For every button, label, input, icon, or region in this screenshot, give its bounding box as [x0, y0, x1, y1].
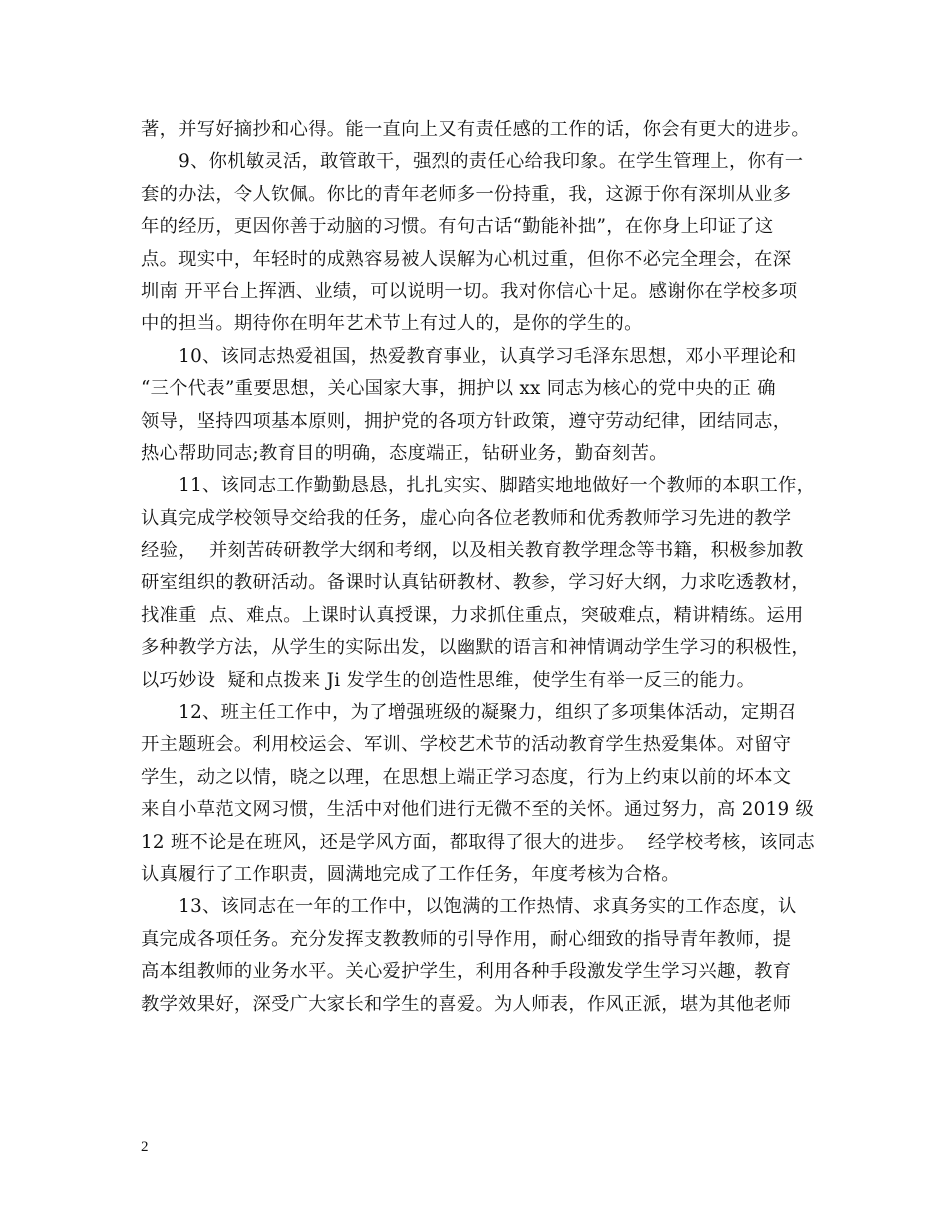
text-line: 找准重 点、难点。上课时认真授课，力求抓住重点，突破难点，精讲精练。运用	[141, 604, 804, 626]
text-line: 研室组织的教研活动。备课时认真钻研教材、教参，学习好大纲，力求吃透教材，	[141, 572, 810, 594]
text-line: 学生，动之以情，晓之以理，在思想上端正学习态度，行为上约束以前的坏本文	[141, 766, 792, 788]
text-line: 10、该同志热爱祖国，热爱教育事业，认真学习毛泽东思想，邓小平理论和	[141, 345, 797, 367]
text-line: 认真完成学校领导交给我的任务，虚心向各位老教师和优秀教师学习先进的教学	[141, 507, 792, 529]
text-line: 12 班不论是在班风，还是学风方面，都取得了很大的进步。 经学校考核，该同志	[141, 831, 815, 853]
text-line: 教学效果好，深受广大家长和学生的喜爱。为人师表，作风正派，堪为其他老师	[141, 993, 792, 1015]
text-line: 热心帮助同志;教育目的明确，态度端正，钻研业务，勤奋刻苦。	[141, 442, 668, 464]
text-line: 12、班主任工作中，为了增强班级的凝聚力，组织了多项集体活动，定期召	[141, 702, 797, 724]
text-line: 开主题班会。利用校运会、军训、学校艺术节的活动教育学生热爱集体。对留守	[141, 734, 792, 756]
text-line: “三个代表”重要思想，关心国家大事，拥护以 xx 同志为核心的党中央的正 确	[141, 378, 776, 400]
text-line: 高本组教师的业务水平。关心爱护学生，利用各种手段激发学生学习兴趣，教育	[141, 961, 792, 983]
text-line: 年的经历，更因你善于动脑的习惯。有句古话“勤能补拙”，在你身上印证了这	[141, 216, 774, 238]
text-line: 领导，坚持四项基本原则，拥护党的各项方针政策，遵守劳动纪律，团结同志，	[141, 410, 792, 432]
text-line: 圳南 开平台上挥洒、业绩，可以说明一切。我对你信心十足。感谢你在学校多项	[141, 280, 798, 302]
text-line: 经验， 并刻苦砖研教学大纲和考纲，以及相关教育教学理念等书籍，积极参加教	[141, 540, 804, 562]
document-body	[141, 114, 816, 1021]
text-line: 著，并写好摘抄和心得。能一直向上又有责任感的工作的话，你会有更大的进步。	[141, 119, 810, 140]
text-line: 多种教学方法，从学生的实际出发，以幽默的语言和神情调动学生学习的积极性，	[141, 637, 810, 659]
text-line: 点。现实中，年轻时的成熟容易被人误解为心机过重，但你不必完全理会，在深	[141, 248, 792, 270]
text-line: 11、该同志工作勤勤恳恳，扎扎实实、脚踏实地地做好一个教师的本职工作，	[141, 475, 816, 497]
text-line: 13、该同志在一年的工作中，以饱满的工作热情、求真务实的工作态度，认	[141, 896, 797, 918]
text-line: 中的担当。期待你在明年艺术节上有过人的，是你的学生的。	[141, 313, 643, 335]
text-line: 来自小草范文网习惯，生活中对他们进行无微不至的关怀。通过努力，高 2019 级	[141, 799, 815, 821]
text-line: 以巧妙设 疑和点拨来 Ji 发学生的创造性思维，使学生有举一反三的能力。	[141, 669, 756, 691]
page-number: 2	[141, 1139, 149, 1155]
text-line: 真完成各项任务。充分发挥支教教师的引导作用，耐心细致的指导青年教师，提	[141, 928, 792, 950]
text-line: 认真履行了工作职责，圆满地完成了工作任务，年度考核为合格。	[141, 863, 680, 885]
text-line: 9、你机敏灵活，敢管敢干，强烈的责任心给我印象。在学生管理上，你有一	[141, 151, 804, 173]
text-line: 套的办法，令人钦佩。你比的青年老师多一份持重，我，这源于你有深圳从业多	[141, 183, 792, 205]
